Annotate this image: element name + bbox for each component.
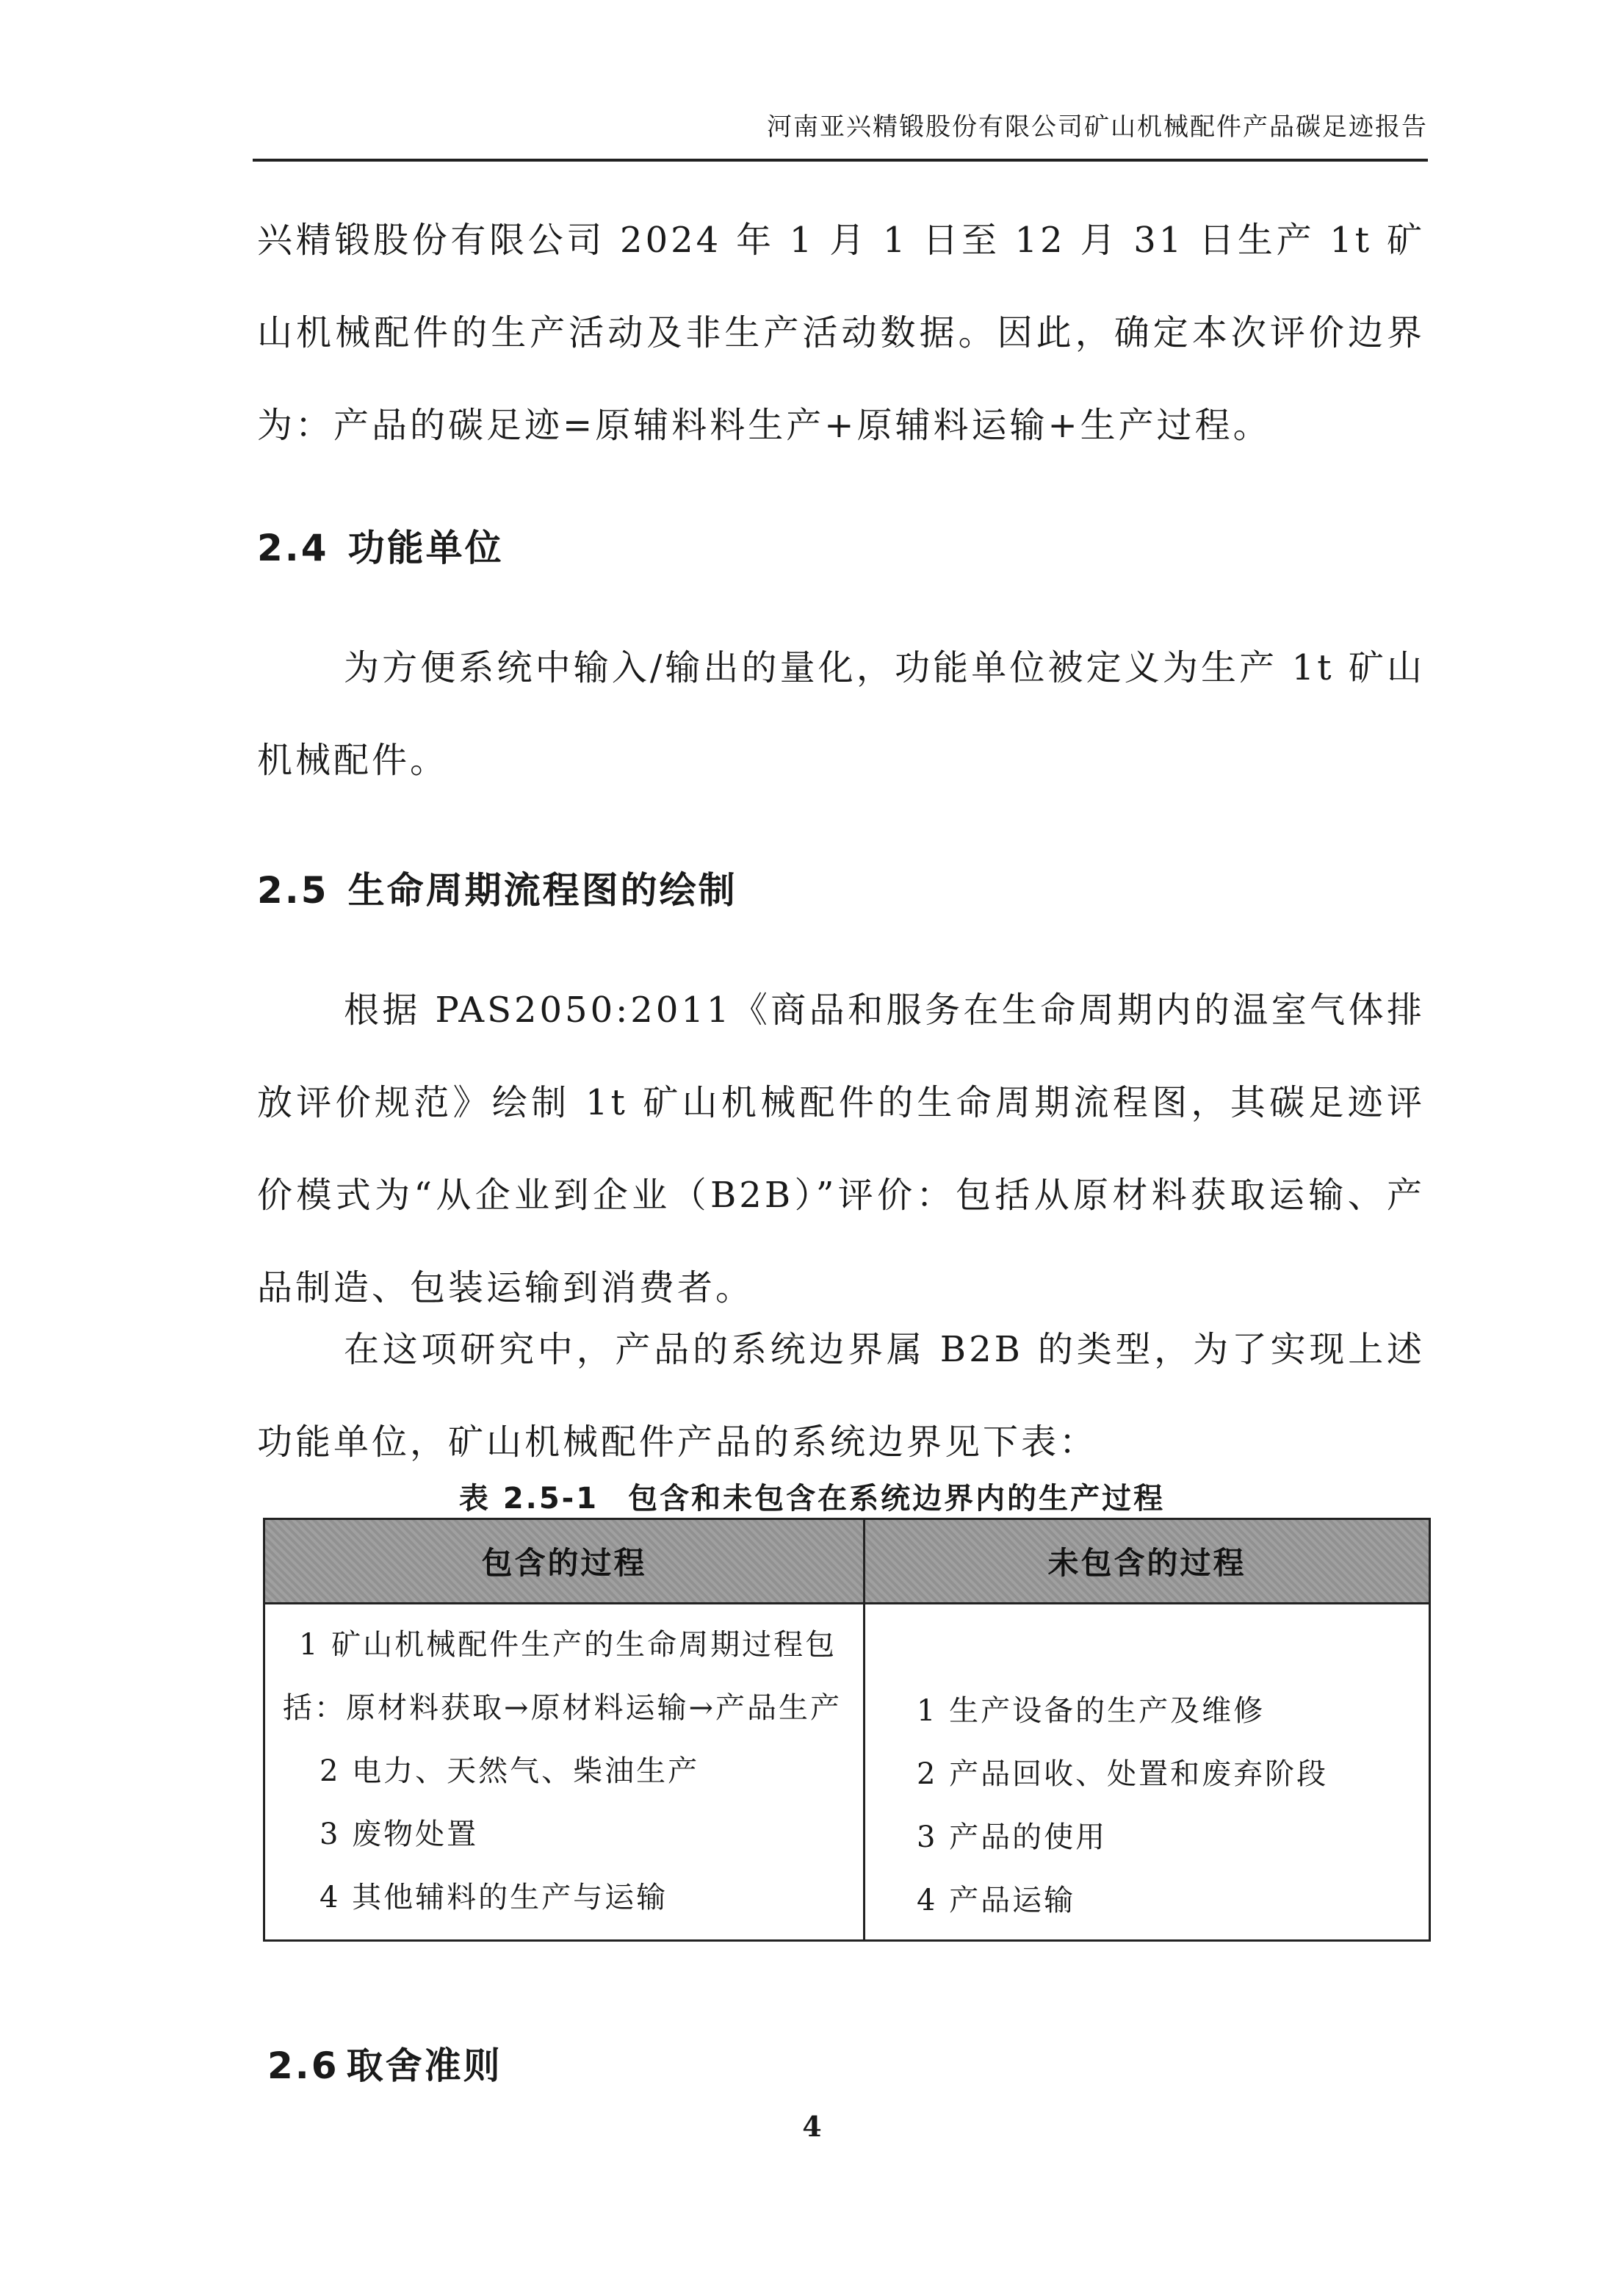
table-caption-number: 表 2.5-1 (458, 1482, 599, 1516)
table-caption (0, 1475, 1624, 1517)
header-title: 河南亚兴精锻股份有限公司矿山机械配件产品碳足迹报告 (767, 112, 1428, 142)
table-header-row (264, 1519, 1430, 1604)
included-item-2: 2 电力、天然气、柴油生产 (320, 1754, 700, 1788)
table-caption-title: 包含和未包含在系统边界内的生产过程 (628, 1482, 1166, 1516)
excluded-item-1: 1 生产设备的生产及维修 (917, 1694, 1266, 1728)
section-title: 生命周期流程图的绘制 (347, 869, 737, 912)
section-2-5-paragraph-2: 在这项研究中，产品的系统边界属 B2B 的类型，为了实现上述功能单位，矿山机械配件产品的系统边界见下表： (257, 1329, 1425, 1463)
included-cell (264, 1604, 865, 1941)
excluded-item-2: 2 产品回收、处置和废弃阶段 (917, 1757, 1329, 1791)
included-item-1: 1 矿山机械配件生产的生命周期过程包括：原材料获取→原材料运输→产品生产 (283, 1628, 842, 1725)
section-number: 2.6 (267, 2044, 339, 2087)
excluded-item-4: 4 产品运输 (917, 1884, 1076, 1917)
system-boundary-table (263, 1518, 1431, 1942)
intro-paragraph: 兴精锻股份有限公司 2024 年 1 月 1 日至 12 月 31 日生产 1t 矿山机械配件的生产活动及非生产活动数据。因此，确定本次评价边界为：产品的碳足迹=原辅料料生产+原辅料运输+生产过程。 (257, 220, 1425, 446)
included-item-3: 3 废物处置 (320, 1817, 479, 1851)
section-number: 2.5 (257, 869, 329, 912)
section-number: 2.4 (257, 527, 329, 569)
section-heading-2-4 (257, 519, 504, 572)
header-excluded: 未包含的过程 (865, 1519, 1430, 1604)
section-2-4-paragraph: 为方便系统中输入/输出的量化，功能单位被定义为生产 1t 矿山机械配件。 (257, 647, 1425, 781)
page-number: 4 (802, 2110, 822, 2143)
excluded-item-3: 3 产品的使用 (917, 1820, 1108, 1854)
table-row (264, 1604, 1430, 1941)
section-heading-2-5 (257, 861, 737, 914)
section-heading-2-6 (267, 2036, 502, 2089)
section-title: 取舍准则 (346, 2044, 502, 2087)
header-included: 包含的过程 (264, 1519, 865, 1604)
section-2-5-paragraph-1: 根据 PAS2050:2011《商品和服务在生命周期内的温室气体排放评价规范》绘制 1t 矿山机械配件的生命周期流程图，其碳足迹评价模式为“从企业到企业（B2B）”评价：包括从原材料获取运输、产品制造、包装运输到消费者。 (257, 990, 1425, 1308)
page-header (253, 109, 1428, 162)
section-title: 功能单位 (347, 527, 504, 569)
excluded-cell (865, 1604, 1430, 1941)
included-item-4: 4 其他辅料的生产与运输 (320, 1881, 668, 1914)
